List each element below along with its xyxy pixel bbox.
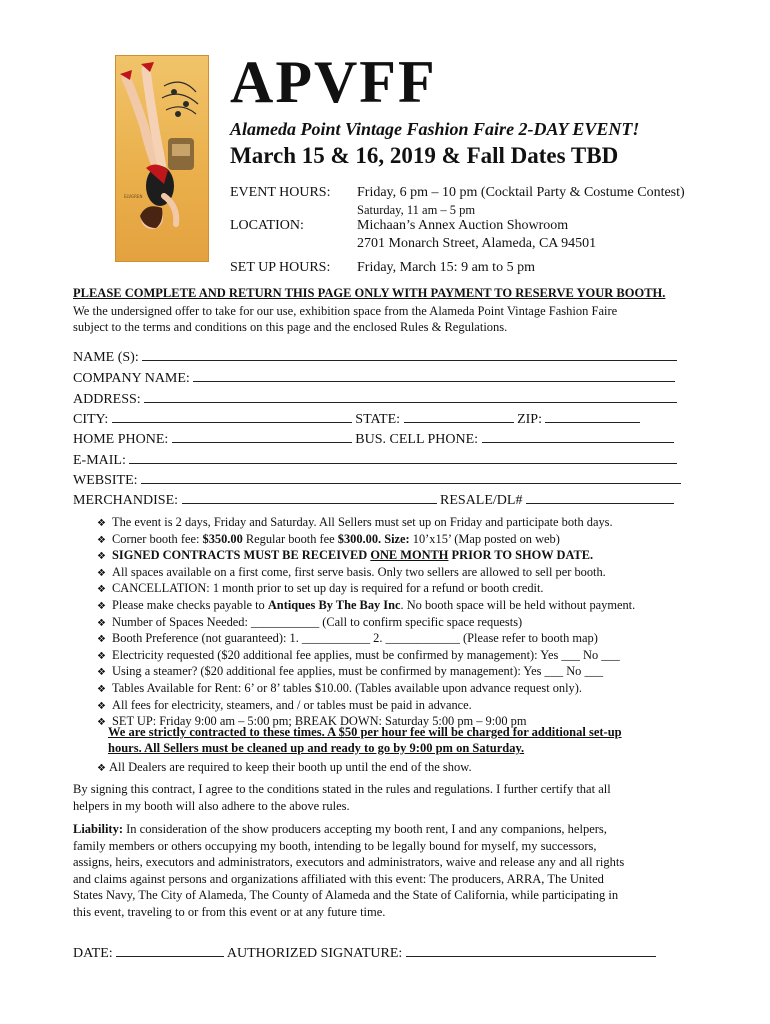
diamond-bullet-icon: ❖ bbox=[97, 600, 106, 612]
date-label: DATE: bbox=[73, 946, 113, 961]
list-item: ❖ All Dealers are required to keep their booth up until the end of the show. bbox=[97, 759, 472, 777]
agreement-paragraph: By signing this contract, I agree to the conditions stated in the rules and regulations. I further certify that all helpers in my booth will also adhere to the above rules. bbox=[73, 782, 611, 813]
strict-times-line-1: We are strictly contracted to these times. A $50 per hour fee will be charged for additional set-up bbox=[108, 725, 622, 739]
diamond-bullet-icon: ❖ bbox=[97, 567, 106, 579]
diamond-bullet-icon: ❖ bbox=[97, 634, 106, 646]
pinup-poster-image bbox=[115, 55, 209, 262]
diamond-bullet-icon: ❖ bbox=[97, 551, 106, 563]
liability-label: Liability: bbox=[73, 822, 124, 836]
event-hours-label: EVENT HOURS: bbox=[230, 185, 331, 200]
diamond-bullet-icon: ❖ bbox=[97, 617, 106, 629]
website-label: WEBSITE: bbox=[73, 473, 138, 488]
home-phone-label: HOME PHONE: bbox=[73, 432, 169, 447]
intro-line-1: We the undersigned offer to take for our use, exhibition space from the Alameda Point Vintage Fashion Faire bbox=[73, 304, 618, 318]
signature-row bbox=[73, 944, 656, 962]
merchandise-row bbox=[73, 491, 674, 509]
location-line1: Michaan’s Annex Auction Showroom bbox=[357, 218, 569, 233]
terms-list bbox=[97, 515, 635, 731]
resale-input-line[interactable] bbox=[526, 491, 674, 504]
home-phone-input-line[interactable] bbox=[172, 430, 352, 443]
list-item: ❖ Corner booth fee: $350.00 Regular booth fee $300.00. Size: 10’x15’ (Map posted on web) bbox=[97, 532, 635, 549]
merchandise-label: MERCHANDISE: bbox=[73, 493, 179, 508]
state-input-line[interactable] bbox=[404, 410, 514, 423]
list-item: ❖ Using a steamer? ($20 additional fee applies, must be confirmed by management): Yes ___ No ___ bbox=[97, 664, 635, 681]
name-label: NAME (S): bbox=[73, 350, 139, 365]
city-state-zip-row bbox=[73, 410, 640, 428]
website-field[interactable] bbox=[73, 471, 681, 489]
diamond-bullet-icon: ❖ bbox=[97, 763, 106, 774]
event-acronym-title: APVFF bbox=[230, 49, 437, 115]
merchandise-input-line[interactable] bbox=[182, 491, 437, 504]
list-item: ❖ The event is 2 days, Friday and Saturday. All Sellers must set up on Friday and participate both days. bbox=[97, 515, 635, 532]
cell-phone-label: BUS. CELL PHONE: bbox=[355, 432, 479, 447]
list-item: ❖ All fees for electricity, steamers, and / or tables must be paid in advance. bbox=[97, 698, 635, 715]
email-label: E-MAIL: bbox=[73, 453, 126, 468]
signature-label: AUTHORIZED SIGNATURE: bbox=[226, 946, 403, 961]
diamond-bullet-icon: ❖ bbox=[97, 534, 106, 546]
list-item: ❖ Booth Preference (not guaranteed): 1. ___________ 2. ____________ (Please refer to booth map) bbox=[97, 631, 635, 648]
list-item: ❖ SIGNED CONTRACTS MUST BE RECEIVED ONE MONTH PRIOR TO SHOW DATE. bbox=[97, 548, 635, 565]
city-label: CITY: bbox=[73, 412, 109, 427]
website-input-line[interactable] bbox=[141, 471, 681, 484]
list-item: ❖ SET UP: Friday 9:00 am – 5:00 pm; BREAK DOWN: Saturday 5:00 pm – 9:00 pm bbox=[97, 714, 635, 731]
date-input-line[interactable] bbox=[116, 944, 224, 957]
list-item: ❖ Tables Available for Rent: 6’ or 8’ tables $10.00. (Tables available upon advance request only). bbox=[97, 681, 635, 698]
diamond-bullet-icon: ❖ bbox=[97, 667, 106, 679]
liability-paragraph: Liability: In consideration of the show producers accepting my booth rent, I and any companions, helpers, family members or others occupying my booth, intending to be legally bound for myself, my successors, assigns, heirs, executors and administrators, executors and administrators, waive and release any and all rights and claims against persons and organizations affiliated with this event: The producers, ARRA, The United States Navy, The City of Alameda, The County of Alameda and the State of California, while participating in this event, traveling to or from this event or at any future time. bbox=[73, 822, 625, 919]
name-input-line[interactable] bbox=[142, 348, 677, 361]
setup-hours-label: SET UP HOURS: bbox=[230, 260, 331, 275]
pinup-illustration bbox=[116, 56, 208, 261]
event-dates: March 15 & 16, 2019 & Fall Dates TBD bbox=[230, 143, 619, 168]
strict-times-line-2: hours. All Sellers must be cleaned up and ready to go by 9:00 pm on Saturday. bbox=[108, 741, 525, 755]
intro-line-2: subject to the terms and conditions on this page and the enclosed Rules & Regulations. bbox=[73, 320, 508, 334]
diamond-bullet-icon: ❖ bbox=[97, 584, 106, 596]
company-label: COMPANY NAME: bbox=[73, 371, 190, 386]
signature-input-line[interactable] bbox=[406, 944, 656, 957]
zip-input-line[interactable] bbox=[545, 410, 640, 423]
cell-phone-input-line[interactable] bbox=[482, 430, 674, 443]
email-field[interactable] bbox=[73, 451, 677, 469]
setup-hours-value: Friday, March 15: 9 am to 5 pm bbox=[357, 260, 535, 275]
diamond-bullet-icon: ❖ bbox=[97, 650, 106, 662]
event-hours-line1: Friday, 6 pm – 10 pm (Cocktail Party & Costume Contest) bbox=[357, 185, 685, 200]
address-input-line[interactable] bbox=[144, 390, 677, 403]
diamond-bullet-icon: ❖ bbox=[97, 700, 106, 712]
zip-label: ZIP: bbox=[517, 412, 542, 427]
list-item: ❖ Please make checks payable to Antiques By The Bay Inc. No booth space will be held without payment. bbox=[97, 598, 635, 615]
name-field[interactable] bbox=[73, 348, 677, 366]
list-item: ❖ All spaces available on a first come, first serve basis. Only two sellers are allowed to sell per booth. bbox=[97, 565, 635, 582]
resale-label: RESALE/DL# bbox=[440, 493, 523, 508]
company-input-line[interactable] bbox=[193, 369, 675, 382]
address-label: ADDRESS: bbox=[73, 392, 141, 407]
diamond-bullet-icon: ❖ bbox=[97, 683, 106, 695]
diamond-bullet-icon: ❖ bbox=[97, 717, 106, 729]
location-label: LOCATION: bbox=[230, 218, 304, 233]
list-item: ❖ CANCELLATION: 1 month prior to set up day is required for a refund or booth credit. bbox=[97, 581, 635, 598]
diamond-bullet-icon: ❖ bbox=[97, 518, 106, 529]
phone-row bbox=[73, 430, 674, 448]
list-item: ❖ Number of Spaces Needed: ___________ (Call to confirm specific space requests) bbox=[97, 615, 635, 632]
state-label: STATE: bbox=[355, 412, 401, 427]
city-input-line[interactable] bbox=[112, 410, 352, 423]
event-subtitle: Alameda Point Vintage Fashion Faire 2-DAY EVENT! bbox=[230, 119, 640, 139]
email-input-line[interactable] bbox=[129, 451, 677, 464]
instruction-heading: PLEASE COMPLETE AND RETURN THIS PAGE ONLY WITH PAYMENT TO RESERVE YOUR BOOTH. bbox=[73, 286, 666, 300]
address-field[interactable] bbox=[73, 390, 677, 408]
event-hours-line2: Saturday, 11 am – 5 pm bbox=[357, 203, 476, 217]
location-line2: 2701 Monarch Street, Alameda, CA 94501 bbox=[357, 236, 597, 251]
company-field[interactable] bbox=[73, 369, 675, 387]
svg-text:ELVGREN: ELVGREN bbox=[124, 194, 143, 199]
list-item: ❖ Electricity requested ($20 additional fee applies, must be confirmed by management): Yes ___ No ___ bbox=[97, 648, 635, 665]
